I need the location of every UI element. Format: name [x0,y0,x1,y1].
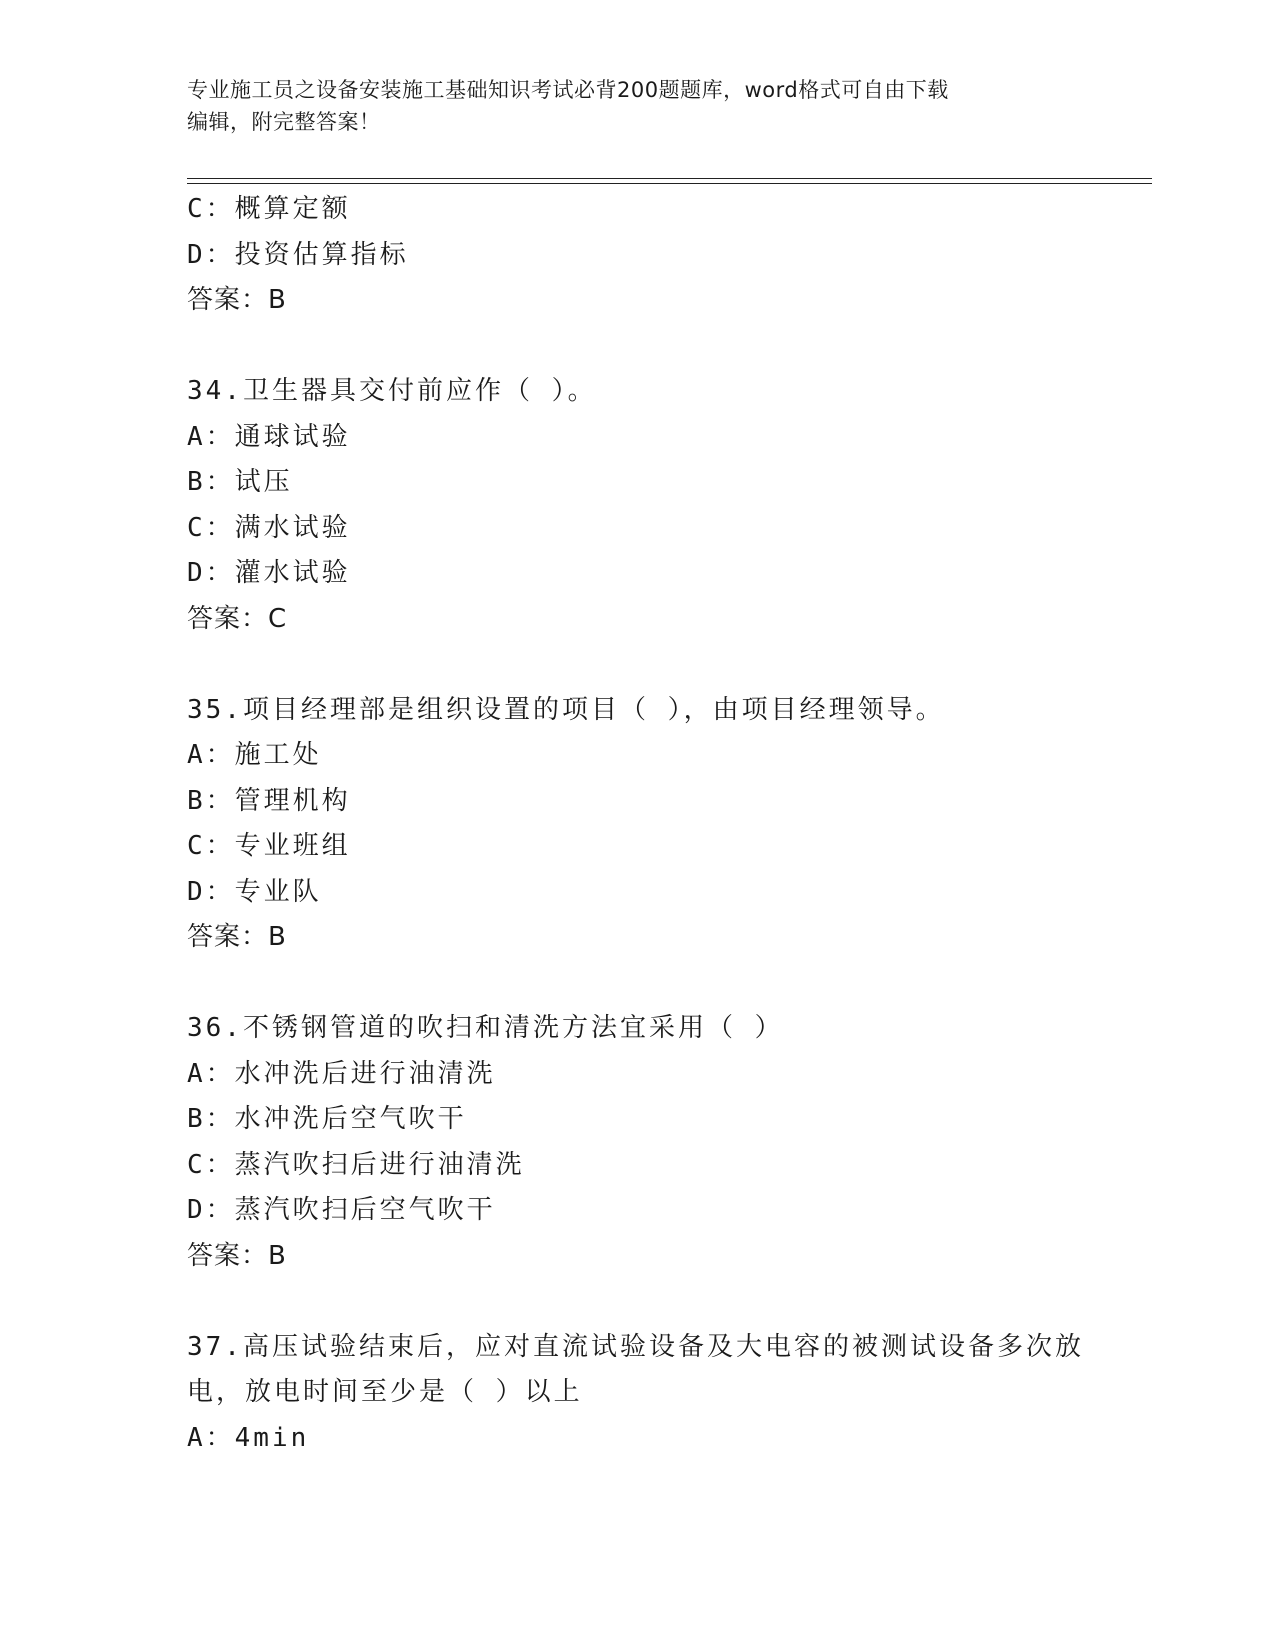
question-text: 36.不锈钢管道的吹扫和清洗方法宜采用（ ） [187,1013,784,1043]
question-text-line-2: 电，放电时间至少是（ ）以上 [187,1377,583,1407]
option-d: D：投资估算指标 [187,239,409,270]
document-header [187,74,1067,138]
option-b: B：试压 [187,467,293,497]
header-divider-bottom [187,183,1152,184]
header-divider-top [187,178,1152,179]
option-a: A：4min [187,1422,310,1453]
answer-line: 答案：B [187,922,287,952]
option-c: C：满水试验 [187,512,351,543]
question-37 [187,1325,1087,1462]
spacer [187,642,1087,688]
answer-line: 答案：B [187,1240,287,1271]
header-title-line-1: 专业施工员之设备安装施工基础知识考试必背200题题库，word格式可自由下载 [187,78,949,102]
question-33-continuation [187,187,1087,324]
question-text: 35.项目经理部是组织设置的项目（ ），由项目经理领导。 [187,694,945,725]
answer-line: 答案：B [187,285,287,315]
option-c: C：专业班组 [187,831,351,861]
question-list [187,187,1087,1461]
answer-line: 答案：C [187,603,288,634]
option-c: C：蒸汽吹扫后进行油清洗 [187,1149,525,1180]
question-35 [187,688,1087,961]
option-c: C：概算定额 [187,194,351,224]
option-a: A：施工处 [187,740,322,770]
option-d: D：灌水试验 [187,558,351,588]
spacer [187,324,1087,370]
option-a: A：水冲洗后进行油清洗 [187,1058,496,1089]
header-title-line-2: 编辑，附完整答案！ [187,110,381,134]
option-a: A：通球试验 [187,421,351,452]
question-text-line-1: 37.高压试验结束后，应对直流试验设备及大电容的被测试设备多次放 [187,1331,1084,1362]
spacer [187,1279,1087,1325]
option-b: B：管理机构 [187,785,351,816]
option-d: D：专业队 [187,876,322,907]
question-34 [187,369,1087,642]
question-36 [187,1006,1087,1279]
spacer [187,961,1087,1007]
option-d: D：蒸汽吹扫后空气吹干 [187,1195,496,1225]
question-text: 34.卫生器具交付前应作（ ）。 [187,376,597,406]
option-b: B：水冲洗后空气吹干 [187,1104,467,1134]
